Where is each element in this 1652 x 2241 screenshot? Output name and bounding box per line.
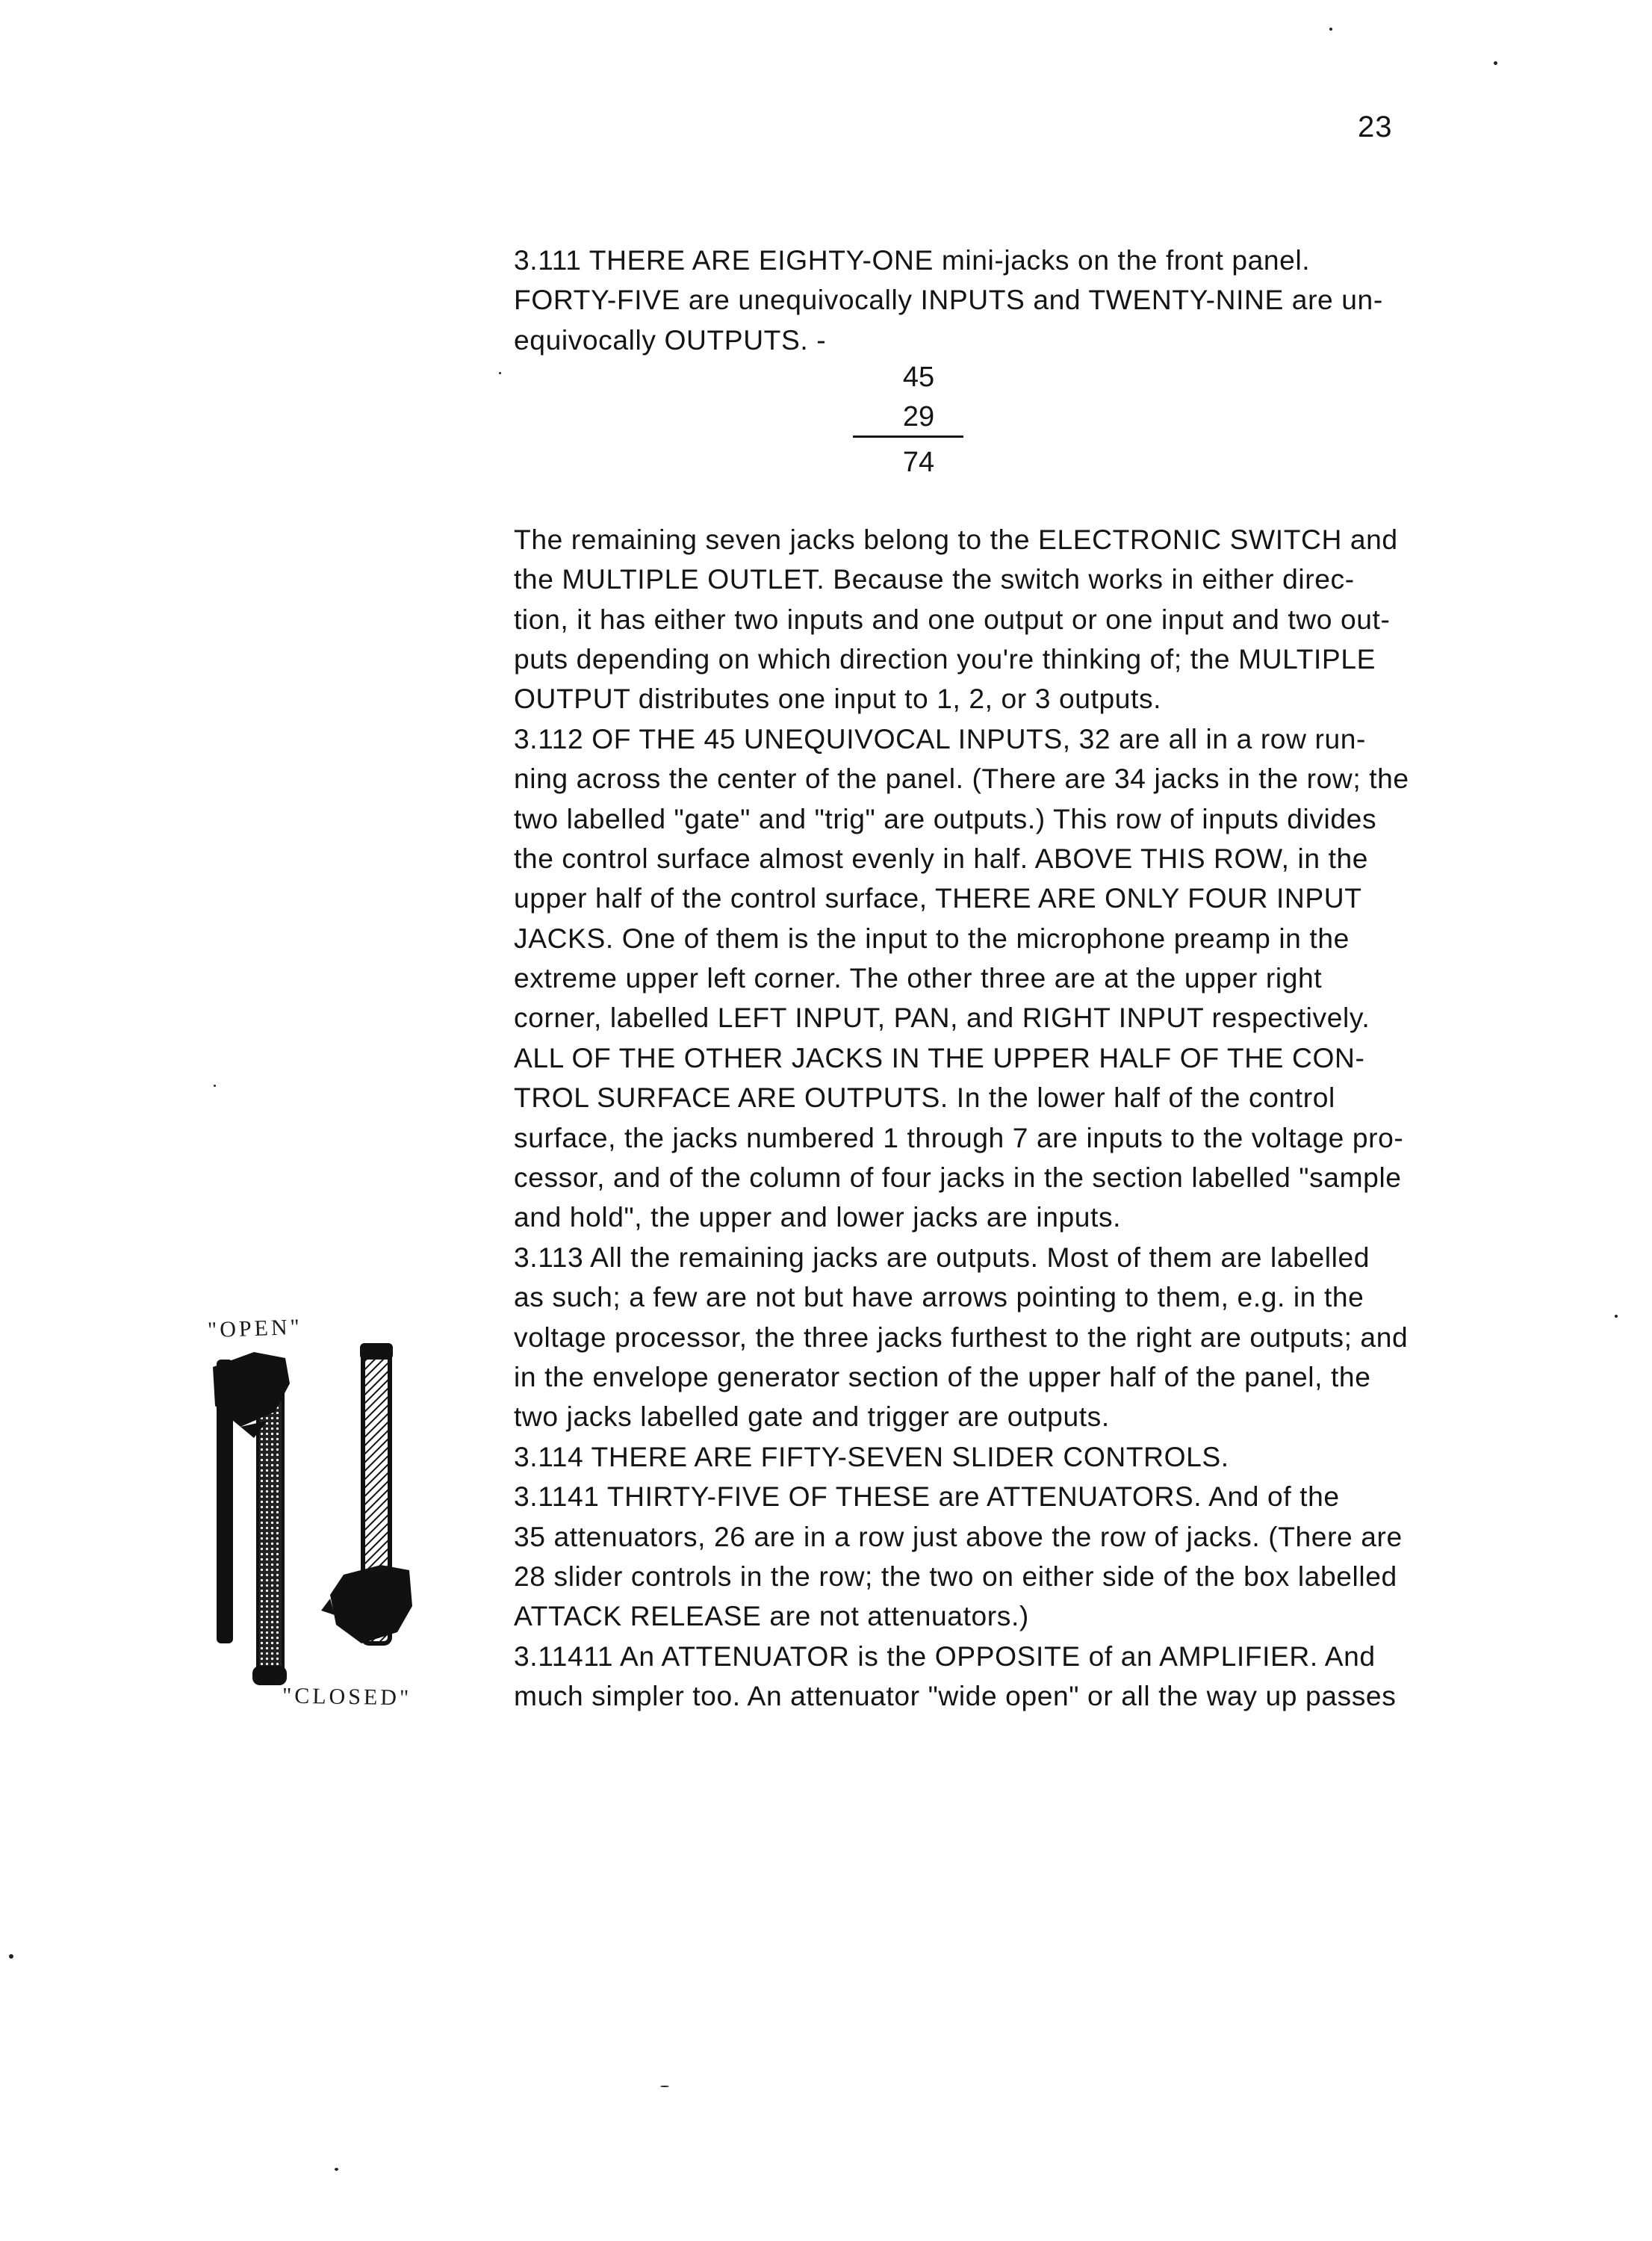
open-slider-icon [213, 1352, 290, 1685]
text-line: 28 slider controls in the row; the two on either side of the box labelled [514, 1560, 1397, 1592]
paragraph-3-113 [514, 1238, 1474, 1437]
text-line: equivocally OUTPUTS. - [514, 323, 827, 356]
paragraph-3-111 [514, 241, 1474, 360]
sum-total: 74 [902, 447, 935, 478]
text-line: surface, the jacks numbered 1 through 7 are inputs to the voltage pro- [514, 1121, 1404, 1153]
paragraph-remaining-jacks [514, 520, 1474, 719]
text-line: 3.1141 THIRTY-FIVE OF THESE are ATTENUATORS. And of the [514, 1481, 1340, 1513]
text-line: tion, it has either two inputs and one output or one input and two out- [514, 603, 1391, 635]
sum-spacer [514, 360, 1474, 520]
text-line: extreme upper left corner. The other three are at the upper right [514, 962, 1323, 994]
text-line: corner, labelled LEFT INPUT, PAN, and RIGHT INPUT respectively. [514, 1002, 1370, 1034]
text-line: upper half of the control surface, THERE ARE ONLY FOUR INPUT [514, 882, 1362, 914]
text-line: JACKS. One of them is the input to the microphone preamp in the [514, 922, 1350, 954]
scan-speck [1329, 28, 1332, 31]
text-line: 3.111 THERE ARE EIGHTY-ONE mini-jacks on the front panel. [514, 244, 1311, 276]
text-line: ning across the center of the panel. (There are 34 jacks in the row; the [514, 763, 1409, 795]
text-line: puts depending on which direction you're thinking of; the MULTIPLE [514, 642, 1376, 675]
slider-drawing [202, 1337, 441, 1688]
sum-addend-2: 29 [902, 401, 935, 433]
text-line: in the envelope generator section of the upper half of the panel, the [514, 1360, 1371, 1392]
text-line: cessor, and of the column of four jacks in the section labelled "sample [514, 1162, 1402, 1194]
scan-speck [1615, 1315, 1618, 1318]
scan-speck [660, 2086, 669, 2087]
text-line: 3.11411 An ATTENUATOR is the OPPOSITE of an AMPLIFIER. And [514, 1640, 1376, 1672]
sum-rule [853, 436, 963, 438]
text-line: 3.113 All the remaining jacks are outputs. Most of them are labelled [514, 1241, 1370, 1273]
scan-speck [9, 1954, 13, 1959]
text-line: as such; a few are not but have arrows pointing to them, e.g. in the [514, 1281, 1364, 1313]
scan-speck [214, 1085, 216, 1087]
closed-slider-icon [321, 1343, 412, 1643]
text-line: 3.114 THERE ARE FIFTY-SEVEN SLIDER CONTROLS. [514, 1440, 1229, 1472]
paragraph-3-112 [514, 719, 1474, 1238]
text-line: and hold", the upper and lower jacks are inputs. [514, 1201, 1122, 1233]
text-line: OUTPUT distributes one input to 1, 2, or 3 outputs. [514, 683, 1162, 715]
text-line: the control surface almost evenly in half. ABOVE THIS ROW, in the [514, 842, 1369, 874]
text-line: ATTACK RELEASE are not attenuators.) [514, 1600, 1029, 1632]
text-line: 35 attenuators, 26 are in a row just above the row of jacks. (There are [514, 1520, 1403, 1552]
text-line: voltage processor, the three jacks furthest to the right are outputs; and [514, 1321, 1409, 1353]
scan-speck [499, 372, 501, 374]
text-line: FORTY-FIVE are unequivocally INPUTS and TWENTY-NINE are un- [514, 284, 1383, 316]
text-line: 3.112 OF THE 45 UNEQUIVOCAL INPUTS, 32 are all in a row run- [514, 722, 1367, 754]
caption-open: "OPEN" [207, 1314, 303, 1343]
paragraph-3-114 [514, 1437, 1474, 1477]
paragraph-3-1141 [514, 1477, 1474, 1637]
page-number: 23 [1358, 111, 1393, 143]
text-line: TROL SURFACE ARE OUTPUTS. In the lower half of the control [514, 1082, 1335, 1114]
sum-addend-1: 45 [902, 362, 935, 393]
text-line: much simpler too. An attenuator "wide open" or all the way up passes [514, 1680, 1397, 1712]
text-line: The remaining seven jacks belong to the ELECTRONIC SWITCH and [514, 523, 1398, 555]
scan-speck [335, 2168, 338, 2171]
paragraph-3-11411 [514, 1637, 1474, 1717]
text-line: ALL OF THE OTHER JACKS IN THE UPPER HALF OF THE CON- [514, 1041, 1365, 1073]
caption-closed: "CLOSED" [282, 1683, 412, 1711]
scan-speck [1494, 61, 1497, 65]
body-text [514, 241, 1474, 1716]
text-line: the MULTIPLE OUTLET. Because the switch works in either direc- [514, 563, 1355, 595]
text-line: two jacks labelled gate and trigger are outputs. [514, 1401, 1110, 1433]
slider-illustration [202, 1337, 441, 1688]
text-line: two labelled "gate" and "trig" are outputs.) This row of inputs divides [514, 802, 1377, 834]
